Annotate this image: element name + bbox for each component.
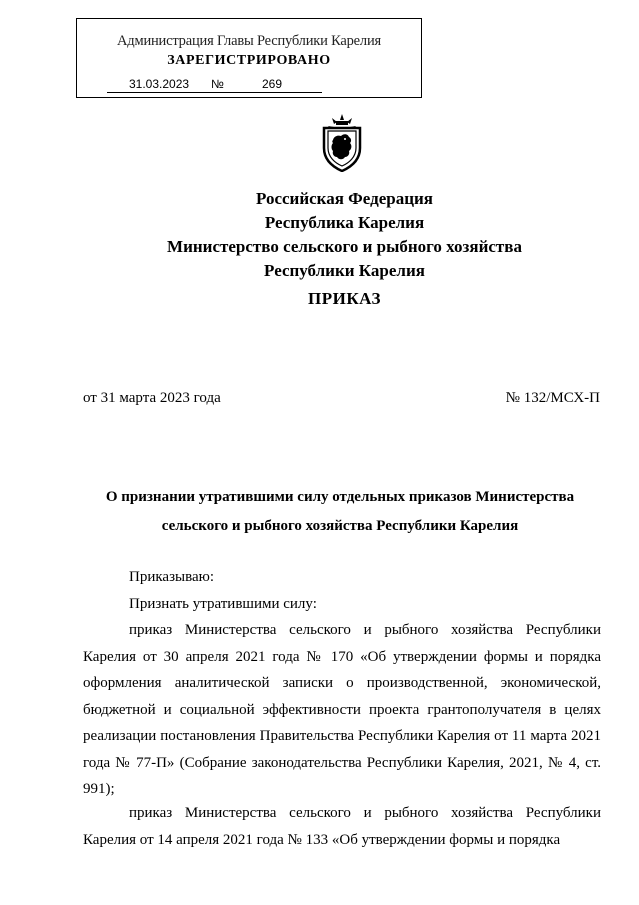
document-type: ПРИКАЗ — [308, 289, 381, 308]
revoked-order-item-2: приказ Министерства сельского и рыбного хозяйства Республики Карелия от 14 апреля 2021 года № 133 «Об утверждении формы и порядка — [83, 805, 601, 848]
body-intro-order: Приказываю: — [129, 569, 214, 585]
stamp-underline — [107, 92, 322, 93]
registration-stamp — [76, 18, 422, 98]
body-intro-revoke: Признать утратившими силу: — [129, 596, 317, 612]
karelia-coat-of-arms-icon — [318, 114, 366, 172]
stamp-number: 269 — [262, 77, 283, 91]
header-republic: Республика Карелия — [264, 213, 425, 232]
header-country: Российская Федерация — [256, 189, 433, 208]
order-number: № 132/МСХ-П — [505, 390, 600, 406]
stamp-admin-text: Администрация Главы Республики Карелия — [117, 33, 381, 49]
document-title: О признании утратившими силу отдельных приказов Министерства сельского и рыбного хозяйства Республики Карелия — [105, 489, 575, 534]
order-date: от 31 марта 2023 года — [83, 390, 221, 406]
header-ministry-republic: Республики Карелия — [264, 261, 425, 280]
stamp-number-sign: № — [211, 77, 224, 91]
header-ministry: Министерство сельского и рыбного хозяйства — [167, 237, 522, 256]
stamp-status-text: ЗАРЕГИСТРИРОВАНО — [167, 53, 331, 68]
revoked-order-item-1: приказ Министерства сельского и рыбного хозяйства Республики Карелия от 30 апреля 2021 года № 170 «Об утверждении формы и порядка оформления аналитической записки о производственной, экономической, бюджетной и социальной эффективности проекта грантополучателя в целях реализации постановления Правительства Республики Карелия от 11 марта 2021 года № 77-П» (Собрание законодательства Республики Карелия, 2021, № 4, ст. 991); — [83, 622, 601, 797]
stamp-date: 31.03.2023 — [129, 77, 190, 91]
